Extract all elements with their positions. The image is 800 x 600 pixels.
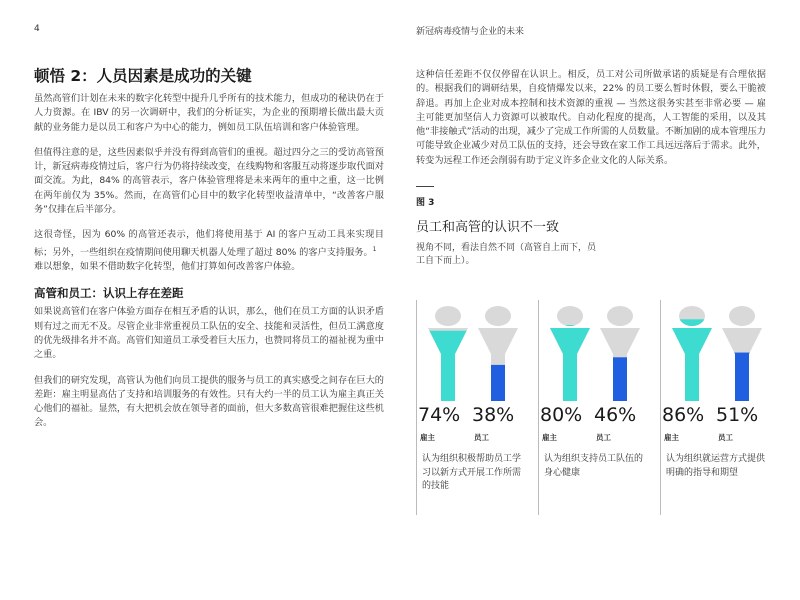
paragraph-3-cont: 难以想象，如果不借助数字化转型，他们打算如何改善客户体验。 [34, 261, 301, 273]
figure-title: 员工和高管的认识不一致 [416, 220, 560, 236]
employer-person-icon [672, 306, 712, 401]
paragraph-right: 这种信任差距不仅仅停留在认识上。相反，员工对公司所做承诺的质疑是有合理依据的。根据我们的调研结果，自疫情爆发以来，22% 的员工要么暂时休假，要么干脆被辞退。再加上企业对成本控制和技术资源的重视 — 当然这很务实甚至非常必要 — 雇主可能更加坚信人力资源可以被取代。自动化程度的提高，人工智能的采用，以及其他“非接触式”活动的出现，减少了完成工作所需的人员数量。不断加剧的成本管理压力可能导致企业减少对员工队伍的支持，还会导致在家工作工具远远落后于需求。此外，转变为远程工作还会削弱有助于定义许多企业文化的人际关系。 [416, 69, 766, 166]
group-description: 认为组织支持员工队伍的身心健康 [544, 454, 644, 478]
group-divider [416, 300, 417, 515]
footnote-mark: 1 [372, 245, 377, 253]
left-column [34, 66, 384, 442]
paragraph-4: 如果说高管们在客户体验方面存在相互矛盾的认识，那么，他们在员工方面的认识矛盾则有过之而无不及。尽管企业非常重视员工队伍的安全、技能和灵活性，但员工满意度的优先级排名并不高。高管们知道员工承受着巨大压力，也赞同将员工的福祉视为重中之重。 [34, 306, 384, 361]
figure-label: 图 3 [416, 198, 435, 209]
employee-figure [722, 306, 762, 405]
employer-person-icon [428, 306, 468, 401]
employer-fill-level [550, 325, 590, 401]
employee-fill-level [478, 365, 518, 401]
paragraph-5: 但我们的研究发现，高管认为他们向员工提供的服务与员工的真实感受之间存在巨大的差距：雇主明显高估了支持和培训服务的有效性。只有大约一半的员工认为雇主真正关心他们的福祉。显然，有大把机会放在领导者的面前，但大多数高管很难把握住这些机会。 [34, 374, 384, 429]
employee-percentage: 51% [716, 404, 759, 426]
employer-percentage: 74% [418, 404, 461, 426]
employee-person-icon [600, 306, 640, 401]
running-header: 新冠病毒疫情与企业的未来 [416, 27, 525, 37]
employee-fill-level [600, 357, 640, 401]
right-column [416, 68, 766, 268]
employee-figure [600, 306, 640, 405]
employer-fill-level [428, 331, 468, 401]
employer-figure [428, 306, 468, 405]
employer-percentage: 86% [662, 404, 705, 426]
employer-percentage: 80% [540, 404, 583, 426]
paragraph-3 [34, 228, 384, 274]
group-description: 认为组织就运营方式提供明确的指导和期望 [666, 454, 766, 478]
employer-label: 雇主 [420, 433, 435, 442]
employee-person-icon [722, 306, 762, 401]
employee-label: 员工 [474, 433, 489, 442]
page-number: 4 [34, 24, 40, 34]
employee-fill-level [722, 353, 762, 401]
employee-figure [478, 306, 518, 405]
group-description: 认为组织积极帮助员工学习以新方式开展工作所需的技能 [422, 454, 522, 491]
employer-figure [550, 306, 590, 405]
employee-label: 员工 [596, 433, 611, 442]
employee-label: 员工 [718, 433, 733, 442]
figure-subtitle: 视角不同，看法自然不同（高管自上而下，员工自下而上）。 [416, 243, 597, 267]
group-divider [660, 300, 661, 515]
paragraph-3-text: 这很奇怪，因为 60% 的高管还表示，他们将使用基于 AI 的客户互动工具来实现目标；另外，一些组织在疫情期间使用聊天机器人处理了超过 80% 的客户支持服务。 [34, 229, 384, 258]
employer-label: 雇主 [542, 433, 557, 442]
paragraph-1: 虽然高管们计划在未来的数字化转型中提升几乎所有的技术能力，但成功的秘诀仍在于人力资源。在 IBV 的另一次调研中，我们的分析证实，为企业的预期增长做出最大贡献的业务能力是以员工和客户为中心的能力，例如员工队伍培训和客户体验管理。 [34, 93, 384, 133]
figure-rule [416, 186, 434, 187]
group-divider [538, 300, 539, 515]
employee-percentage: 38% [472, 404, 515, 426]
paragraph-2: 但值得注意的是，这些因素似乎并没有得到高管们的重视。超过四分之三的受访高管预计，新冠病毒疫情过后，客户行为仍将持续改变，在线购物和客服互动将逐步取代面对面交流。为此，84% 的高管表示，客户体验管理将是未来两年的重中之重，这一比例在两年前仅为 35%。然而，在高管们心目中的数字化转型收益清单中，“改善客户服务”仅排在后半部分。 [34, 146, 384, 216]
employer-fill-level [672, 319, 712, 401]
employer-figure [672, 306, 712, 405]
employer-person-icon [550, 306, 590, 401]
employee-percentage: 46% [594, 404, 637, 426]
subheading: 高管和员工：认识上存在差距 [34, 286, 184, 301]
section-heading: 顿悟 2：人员因素是成功的关键 [34, 67, 252, 85]
figure-3 [416, 300, 776, 520]
employer-label: 雇主 [664, 433, 679, 442]
employee-person-icon [478, 306, 518, 401]
